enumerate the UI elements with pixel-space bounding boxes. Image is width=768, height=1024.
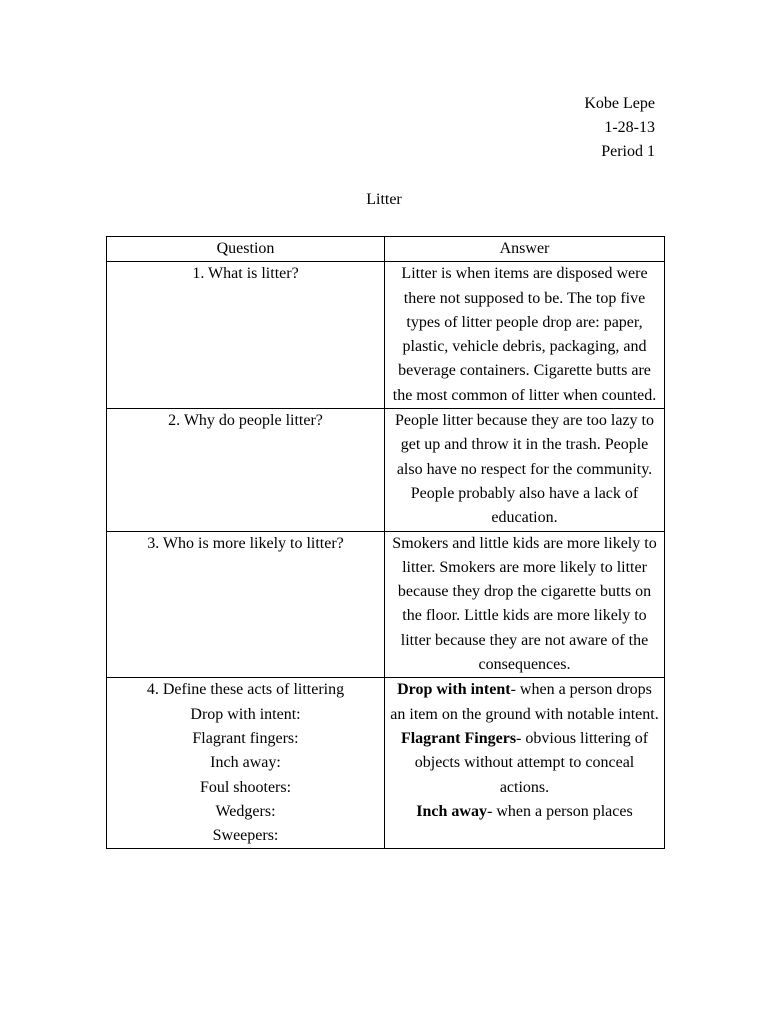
table-row [107, 262, 665, 409]
definition-text: - when a person places [486, 802, 633, 820]
table-row [107, 678, 665, 849]
definition-item [389, 800, 660, 824]
header-block [584, 92, 655, 164]
answer-cell: Litter is when items are disposed were there not supposed to be. The top five types of litter people drop are: paper, plastic, vehicle debris, packaging, and beverage containers. Cigarette butts are the most common of litter when counted. [385, 262, 665, 409]
question-line: Foul shooters: [199, 778, 292, 796]
definition-term: Flagrant Fingers [400, 729, 517, 747]
date: 1-28-13 [604, 119, 655, 136]
question-line: Flagrant fingers: [192, 729, 299, 747]
question-answer-table [106, 236, 665, 849]
class-period: Period 1 [601, 143, 655, 160]
document-title: Litter [366, 191, 402, 208]
question-line: Inch away: [210, 754, 281, 772]
question-cell: 1. What is litter? [107, 262, 385, 409]
table-row [107, 409, 665, 531]
question-line: Drop with intent: [190, 705, 301, 723]
question-column-header: Question [107, 237, 385, 262]
definition-item [389, 678, 660, 727]
author-name: Kobe Lepe [584, 95, 655, 112]
question-cell [107, 678, 385, 849]
question-cell: 3. Who is more likely to litter? [107, 531, 385, 678]
answer-cell: People litter because they are too lazy to get up and throw it in the trash. People also have no respect for the community. People probably also have a lack of education. [385, 409, 665, 531]
definition-item [389, 727, 660, 800]
question-line: Sweepers: [212, 827, 279, 845]
question-line: Wedgers: [215, 802, 276, 820]
definition-term: Inch away [416, 802, 487, 820]
answer-column-header: Answer [385, 237, 665, 262]
question-line: 4. Define these acts of littering [146, 681, 345, 699]
answer-cell: Smokers and little kids are more likely to litter. Smokers are more likely to litter because they drop the cigarette butts on the floor. Little kids are more likely to litter because they are not aware of the consequences. [385, 531, 665, 678]
definition-text: - obvious littering of objects without attempt to conceal actions. [414, 729, 649, 796]
definition-text: - when a person drops an item on the ground with notable intent. [390, 681, 659, 723]
answer-cell [385, 678, 665, 849]
definition-term: Drop with intent [397, 681, 511, 699]
question-cell: 2. Why do people litter? [107, 409, 385, 531]
table-row [107, 531, 665, 678]
table-header-row [107, 237, 665, 262]
